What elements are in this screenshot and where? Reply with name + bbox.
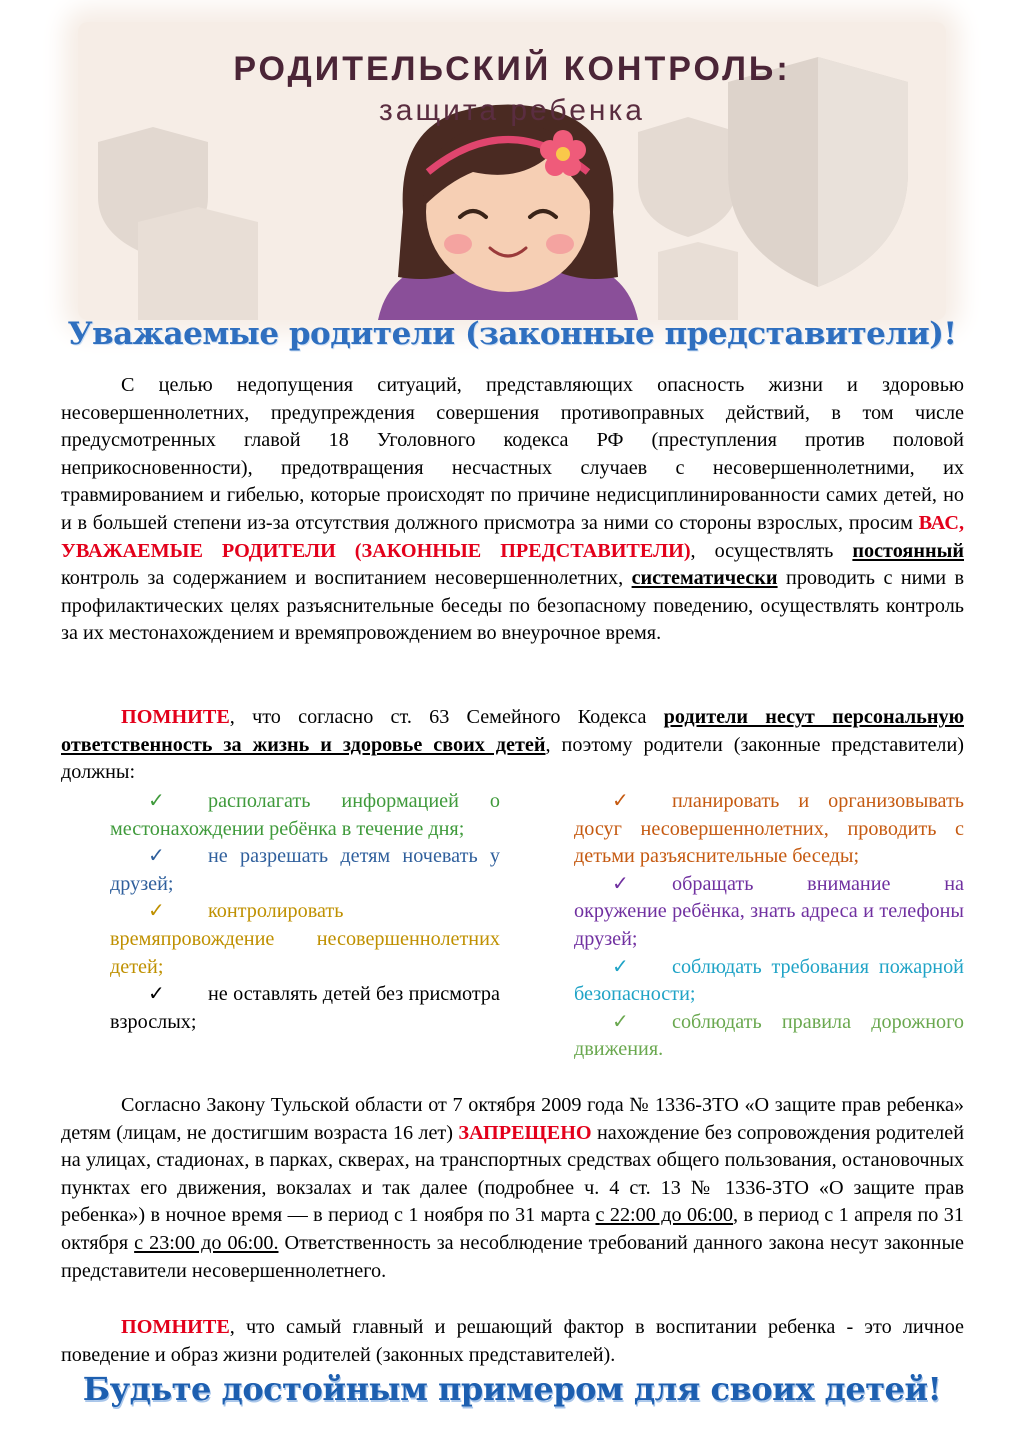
law-text-2: нахождение без сопровождения родителей на улицах, стадионах, в парках, скверах, на транспортных средствах общего пользования, остановочных пунктах его движения, вокзалах и так далее (подробнее ч. 4 ст. 13 № 1336-ЗТО «О защите прав ребенка») в ночное время — в период с 1 ноября по 31 марта — [61, 1121, 964, 1227]
intro-address-highlight: ВАС, УВАЖАЕМЫЕ РОДИТЕЛИ (ЗАКОННЫЕ ПРЕДСТАВИТЕЛИ) — [61, 511, 964, 562]
slogan-heading: Будьте достойным примером для своих детей! — [82, 1370, 942, 1408]
responsibility-paragraph — [61, 704, 964, 787]
list-item-text: не разрешать детям ночевать у друзей; — [110, 845, 500, 895]
law-text-1: Согласно Закону Тульской области от 7 октября 2009 года № 1336-ЗТО «О защите прав ребенка» детям (лицам, не достигшим возраста 16 лет) — [61, 1094, 964, 1144]
law-paragraph — [61, 1092, 964, 1285]
list-item — [574, 871, 964, 954]
check-icon: ✓ — [612, 1010, 629, 1033]
responsibility-emphasis: родители несут персональную ответственность за жизнь и здоровье своих детей — [61, 706, 964, 756]
responsibility-text-1: , что согласно ст. 63 Семейного Кодекса — [229, 706, 664, 728]
conclusion-text: , что самый главный и решающий фактор в воспитании ребенка - это личное поведение и образ жизни родителей (законных представителей). — [61, 1316, 964, 1366]
intro-text-1: С целью недопущения ситуаций, представляющих опасность жизни и здоровью несовершеннолетних, предупреждения совершения противоправных действий, в том числе предусмотренных главой 18 Уголовного кодекса РФ (преступления против половой неприкосновенности), предотвращения несчастных случаев с несовершеннолетними, их травмированием и гибелью, которые происходят по причине недисциплинированности самих детей, но и в большей степени из-за отсутствия должного присмотра за ними со стороны взрослых, просим — [61, 374, 964, 534]
check-icon: ✓ — [148, 900, 165, 923]
list-item — [110, 788, 500, 843]
list-item-text: обращать внимание на окружение ребёнка, знать адреса и телефоны друзей; — [574, 872, 964, 950]
check-icon: ✓ — [148, 845, 165, 868]
intro-paragraph — [61, 372, 964, 648]
intro-text-4: проводить с ними в профилактических целях разъяснительные беседы по безопасному поведению, осуществлять контроль за их местонахождением и времяпровождением во внеурочное время. — [61, 567, 964, 645]
remember-label: ПОМНИТЕ — [121, 706, 230, 728]
list-item-text: соблюдать правила дорожного движения. — [574, 1010, 964, 1061]
forbidden-label: ЗАПРЕЩЕНО — [458, 1121, 592, 1144]
check-icon: ✓ — [148, 790, 165, 812]
remember-label: ПОМНИТЕ — [121, 1316, 230, 1338]
curfew-time-summer: с 23:00 до 06:00. — [134, 1231, 279, 1254]
check-icon: ✓ — [612, 955, 629, 978]
curfew-time-winter: с 22:00 до 06:00 — [595, 1204, 734, 1227]
checklist-right — [574, 788, 964, 1064]
list-item-text: не оставлять детей без присмотра взрослых; — [110, 983, 500, 1033]
check-icon: ✓ — [612, 790, 629, 812]
intro-text-2: , осуществлять — [690, 539, 853, 562]
law-text-3: , в период с 1 апреля по 31 октября — [61, 1204, 964, 1254]
banner-title: РОДИТЕЛЬСКИЙ КОНТРОЛЬ: — [233, 50, 791, 88]
list-item — [574, 954, 964, 1009]
law-text-4: Ответственность за несоблюдение требований данного закона несут законные представители несовершеннолетнего. — [61, 1231, 964, 1282]
banner-subtitle: защита ребенка — [379, 94, 645, 127]
list-item — [574, 788, 964, 871]
intro-emphasis-constant: постоянный — [852, 539, 964, 562]
checklist-left — [110, 788, 500, 1036]
banner-illustration — [78, 22, 946, 320]
responsibility-text-2: , поэтому родители (законные представители) должны: — [61, 733, 965, 784]
check-icon: ✓ — [148, 983, 165, 1006]
list-item — [110, 898, 500, 981]
check-icon: ✓ — [612, 872, 629, 895]
list-item — [574, 1009, 964, 1064]
list-item-text: контролировать времяпровождение несовершеннолетних детей; — [110, 900, 500, 978]
intro-emphasis-systematic: систематически — [631, 567, 778, 590]
list-item-text: планировать и организовывать досуг несовершеннолетних, проводить с детьми разъяснительные беседы; — [574, 790, 964, 868]
greeting-heading: Уважаемые родители (законные представители)! — [67, 316, 957, 352]
list-item-text: располагать информацией о местонахождении ребёнка в течение дня; — [110, 790, 500, 840]
conclusion-paragraph — [61, 1314, 964, 1369]
intro-text-3: контроль за содержанием и воспитанием несовершеннолетних, — [61, 567, 632, 590]
list-item — [110, 981, 500, 1036]
list-item-text: соблюдать требования пожарной безопасности; — [574, 955, 964, 1006]
list-item — [110, 843, 500, 898]
